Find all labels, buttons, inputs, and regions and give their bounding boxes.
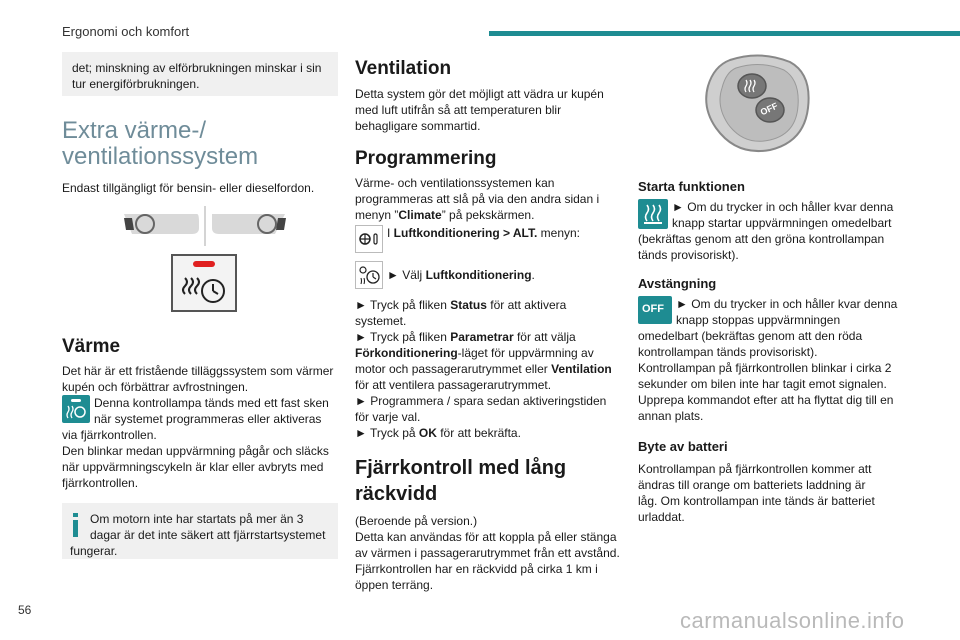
stop-text-1: ► Om du trycker in och håller kvar denna knapp stoppas uppvärmningen omedelbart (bekräftas genom att den röda kontrollampan tänds provisoriskt). bbox=[638, 297, 898, 359]
ventilation-title: Ventilation bbox=[355, 58, 452, 79]
remote-text-3: Fjärrkontrollen har en räckvidd på cirka 1 km i öppen terräng. bbox=[355, 562, 598, 592]
step-ok: ► Tryck på OK för att bekräfta. bbox=[355, 426, 521, 440]
heater-warning-lamp-icon bbox=[62, 395, 90, 423]
stop-text-2: Kontrollampan på fjärrkontrollen blinkar i cirka 2 sekunder om bilen inte har tagit emot signalen. bbox=[638, 361, 892, 391]
select-line: ► Välj Luftkonditionering. bbox=[387, 268, 535, 282]
remote-control-illustration bbox=[700, 52, 816, 156]
climate-menu-icon bbox=[355, 225, 383, 253]
off-icon-label: OFF bbox=[642, 303, 664, 315]
ventilation-text: Detta system gör det möjligt att vädra ur kupén med luft utifrån så att temperaturen blir behagligare sommartid. bbox=[355, 87, 604, 133]
section-title: Ergonomi och komfort bbox=[62, 24, 190, 39]
remote-text-2: Detta kan användas för att koppla på eller stänga av värmen i passagerarutrymmet från ett avstånd. bbox=[355, 530, 620, 560]
battery-title: Byte av batteri bbox=[638, 439, 728, 454]
air-conditioning-icon bbox=[355, 261, 383, 289]
column-right bbox=[638, 52, 900, 525]
programming-text: Värme- och ventilationssystemen kan programmeras att slå på via den andra sidan i menyn ”Climate” på pekskärmen. bbox=[355, 176, 600, 222]
remote-control-icon bbox=[700, 52, 816, 156]
intro-box: det; minskning av elförbrukningen minskar i sin tur energiförbrukningen. bbox=[62, 52, 338, 96]
heater-start-icon bbox=[638, 199, 668, 229]
main-title: Extra värme-/ ventilationssystem bbox=[62, 117, 259, 170]
start-text: ► Om du trycker in och håller kvar denna knapp startar uppvärmningen omedelbart (bekräftas genom att den gröna kontrollampan tänds provisoriskt). bbox=[638, 200, 894, 262]
stop-title: Avstängning bbox=[638, 276, 717, 291]
heating-text-3: Den blinkar medan uppvärmning pågår och släcks när uppvärmningscykeln är klar eller avbryts med fjärrkontrollen. bbox=[62, 444, 329, 490]
step-parameters: ► Tryck på fliken Parametrar för att välja Förkonditionering-läget för uppvärmning av motor och passagerarutrymmet eller Ventilation för att ventilera passagerarutrymmet. bbox=[355, 330, 612, 392]
remote-text-1: (Beroende på version.) bbox=[355, 514, 478, 528]
availability-text: Endast tillgängligt för bensin- eller dieselfordon. bbox=[62, 181, 315, 195]
steering-wheel-illustration bbox=[62, 206, 338, 250]
stop-text-3: Upprepa kommandot efter att ha flyttat dig till en annan plats. bbox=[638, 393, 894, 423]
header-accent-bar bbox=[489, 31, 960, 36]
column-left bbox=[62, 52, 338, 559]
start-title: Starta funktionen bbox=[638, 179, 745, 194]
heater-button-illustration bbox=[171, 254, 237, 312]
info-box bbox=[62, 503, 338, 559]
remote-title: Fjärrkontroll med lång räckvidd bbox=[355, 457, 567, 505]
battery-text: Kontrollampan på fjärrkontrollen kommer att ändras till orange om batteriets laddning är låg. Om kontrollampan inte tänds är batteriet urladdat. bbox=[638, 462, 875, 524]
info-icon bbox=[70, 511, 82, 539]
watermark: carmanualsonline.info bbox=[680, 608, 905, 633]
programming-title: Programmering bbox=[355, 148, 497, 169]
menu-line: I Luftkonditionering > ALT. menyn: bbox=[387, 226, 581, 240]
heating-text-1: Det här är ett fristående tilläggssystem som värmer kupén och förbättrar avfrostningen. bbox=[62, 364, 334, 394]
heating-text-2: Denna kontrollampa tänds med ett fast sken när systemet programmeras eller aktiveras via fjärrkontrollen. bbox=[62, 396, 329, 442]
off-button-icon bbox=[638, 296, 672, 324]
page-number: 56 bbox=[18, 603, 32, 617]
steering-wheels-icon bbox=[62, 206, 338, 250]
heater-timer-icon bbox=[173, 256, 235, 310]
column-middle bbox=[355, 52, 620, 593]
heating-title: Värme bbox=[62, 336, 121, 357]
info-text: Om motorn inte har startats på mer än 3 dagar är det inte säkert att fjärrstartsystemet fungerar. bbox=[70, 512, 326, 558]
step-program: ► Programmera / spara sedan aktiveringstiden för varje val. bbox=[355, 394, 607, 424]
remote-off-label: OFF bbox=[758, 100, 780, 118]
step-status: ► Tryck på fliken Status för att aktivera systemet. bbox=[355, 298, 567, 328]
